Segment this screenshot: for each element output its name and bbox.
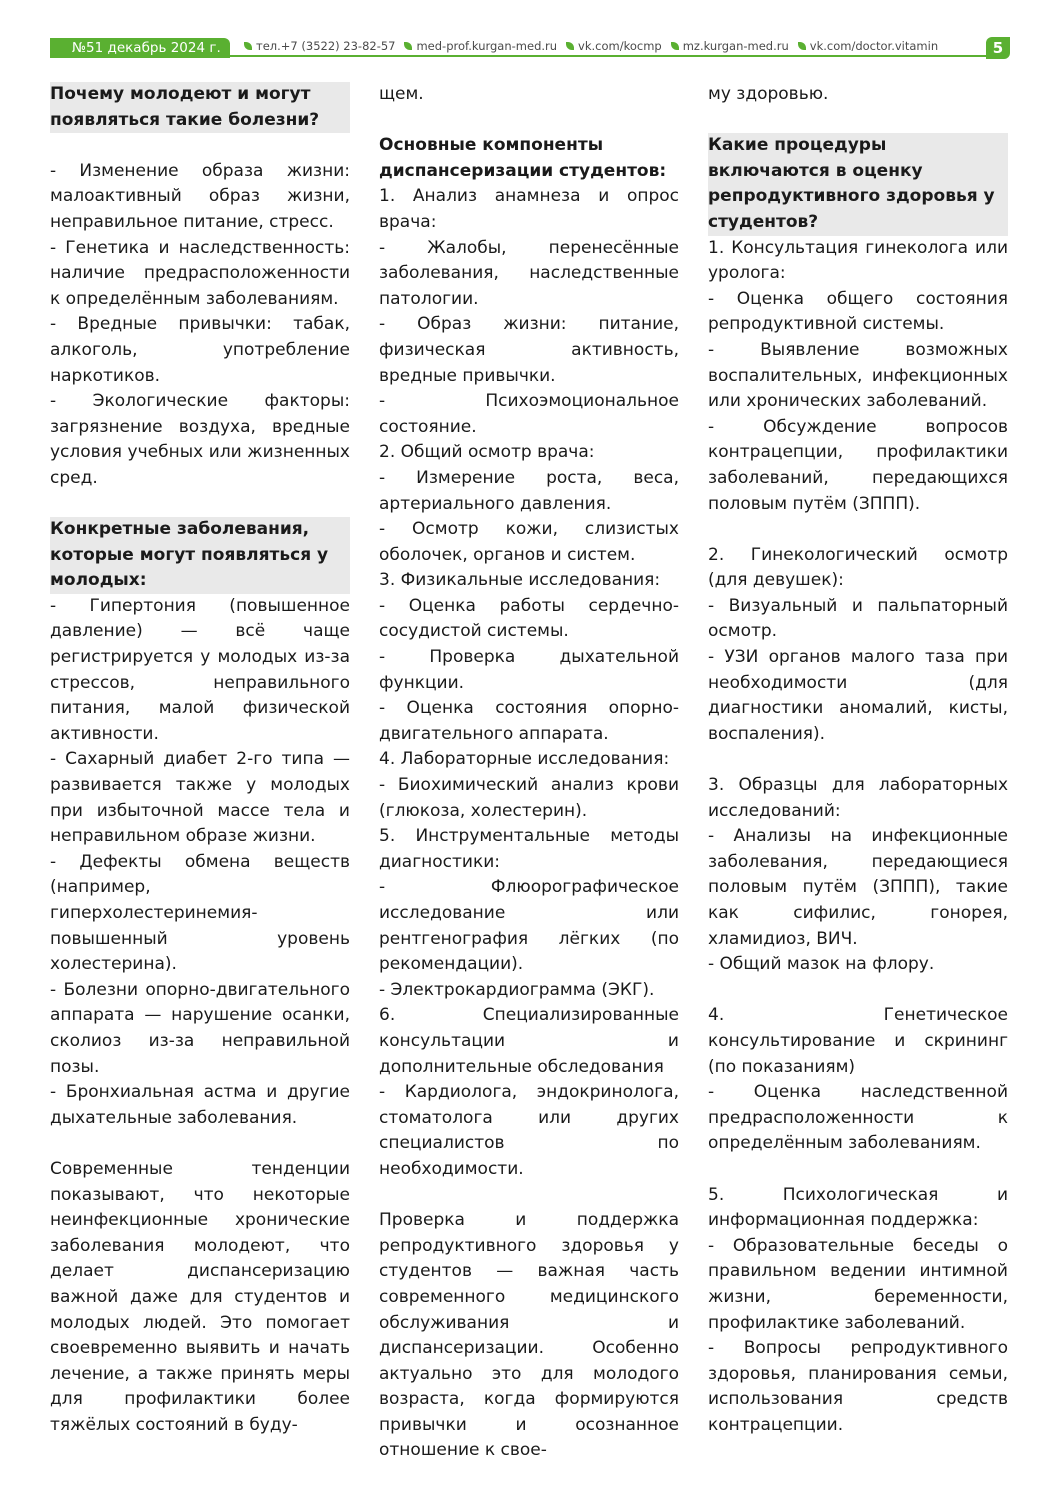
section-heading: Какие процедуры включаются в оценку репродуктивного здоровья у студентов? [708,133,1008,235]
paragraph: - Болезни опорно-двигательного аппарата — нарушение осанки, сколиоз из-за неправильной позы. [50,979,350,1077]
paragraph: - Анализы на инфекционные заболевания, передающиеся половым путём (ЗППП), такие как сифилис, гонорея, хламидиоз, ВИЧ. [708,826,1008,949]
spacer [50,133,350,159]
paragraph: - Психоэмоциональное состояние. [379,391,679,437]
paragraph: - Измерение роста, веса, артериального давления. [379,467,679,514]
contact-text: mz.kurgan-med.ru [682,39,789,53]
paragraph: 5. Инструментальные методы диагностики: [379,826,679,872]
paragraph: - Экологические факторы: загрязнение воздуха, вредные условия учебных или жизненных сред. [50,391,350,488]
paragraph: - УЗИ органов малого таза при необходимости (для диагностики аномалий, кисты, воспаления). [708,647,1008,744]
paragraph: - Осмотр кожи, слизистых оболочек, органов и систем. [379,519,679,565]
paragraph: 2. Гинекологический осмотр (для девушек): [708,544,1008,591]
spacer [708,978,1008,1004]
paragraph: 3. Физикальные исследования: [379,570,661,591]
leaf-icon [671,42,679,50]
spacer [708,108,1008,134]
spacer [50,1131,350,1157]
paragraph: - Бронхиальная астма и другие дыхательные заболевания. [50,1082,350,1128]
paragraph: 5. Психологическая и информационная поддержка: [708,1184,1008,1231]
paragraph: Проверка и поддержка репродуктивного здоровья у студентов — важная часть современного медицинского обслуживания и диспансеризации. Особенно актуально это для молодого возраста, когда формируются привычки и осознанное отношение к свое- [379,1210,679,1461]
column-3 [708,82,1008,1438]
paragraph: - Дефекты обмена веществ (например, гиперхолестеринемия-повышенный уровень холестерина). [50,851,350,975]
paragraph: 1. Анализ анамнеза и опрос врача: [379,186,679,232]
section-heading: Почему молодеют и могут появляться такие болезни? [50,82,350,133]
paragraph: - Генетика и наследственность: наличие предрасположенности к определённым заболеваниям. [50,237,350,309]
paragraph: 1. Консультация гинеколога или уролога: [708,237,1008,284]
contact-vk-doctor[interactable] [798,38,938,54]
spacer [708,517,1008,543]
paragraph: - Оценка наследственной предрасположенности к определённым заболеваниям. [708,1082,1008,1154]
paragraph: - Кардиолога, эндокринолога, стоматолога или других специалистов по необходимости. [379,1082,679,1179]
paragraph: - Оценка состояния опорно-двигательного аппарата. [379,698,679,744]
paragraph: - Вредные привычки: табак, алкоголь, употребление наркотиков. [50,314,350,386]
contact-text: тел.+7 (3522) 23-82-57 [256,39,396,53]
paragraph: - Электрокардиограмма (ЭКГ). [379,979,655,1000]
contact-text: vk.com/kocmp [578,39,662,53]
contact-text: vk.com/doctor.vitamin [809,39,939,53]
paragraph: - Оценка общего состояния репродуктивной системы. [708,288,1008,335]
paragraph: - Вопросы репродуктивного здоровья, планирования семьи, использования средств контрацепции. [708,1338,1008,1435]
spacer [379,1183,679,1209]
contacts-bar [244,38,938,54]
paragraph: - Жалобы, перенесённые заболевания, наследственные патологии. [379,237,679,309]
paragraph: 4. Генетическое консультирование и скрининг (по показаниям) [708,1005,1008,1077]
paragraph: Современные тенденции показывают, что некоторые неинфекционные хронические заболевания молодеют, что делает диспансеризацию важной даже для студентов и молодых людей. Это помогает своевременно выявить и начать лечение, а также принять меры для профилактики более тяжёлых состояний в буду- [50,1158,350,1435]
paragraph: - Выявление возможных воспалительных, инфекционных или хронических заболеваний. [708,339,1008,412]
paragraph: - Визуальный и пальпаторный осмотр. [708,595,1008,642]
paragraph: 6. Специализированные консультации и дополнительные обследования [379,1005,679,1077]
contact-site-mz[interactable] [671,38,789,54]
paragraph: - Образовательные беседы о правильном ведении интимной жизни, беременности, профилактике заболеваний. [708,1235,1008,1333]
contact-site[interactable] [404,38,557,54]
paragraph: му здоровью. [708,84,829,104]
paragraph: 2. Общий осмотр врача: [379,442,595,463]
leaf-icon [566,42,574,50]
spacer [50,492,350,518]
page-header [50,38,1010,60]
paragraph: щем. [379,84,424,104]
paragraph: 3. Образцы для лабораторных исследований: [708,775,1008,821]
column-1 [50,82,350,1438]
leaf-icon [404,42,412,50]
column-2 [379,82,679,1464]
contact-vk[interactable] [566,38,662,54]
paragraph: - Изменение образа жизни: малоактивный образ жизни, неправильное питание, стресс. [50,160,350,232]
header-rule [230,55,992,57]
spacer [708,747,1008,773]
section-heading: Основные компоненты диспансеризации студентов: [379,135,667,181]
paragraph: - Оценка работы сердечно-сосудистой системы. [379,595,679,642]
section-heading: Конкретные заболевания, которые могут появляться у молодых: [50,517,350,594]
paragraph: - Гипертония (повышенное давление) — всё чаще регистрируется у молодых из-за стрессов, неправильного питания, малой физической активности. [50,595,350,744]
paragraph: - Общий мазок на флору. [708,954,935,975]
issue-label: №51 декабрь 2024 г. [50,38,230,58]
paragraph: - Проверка дыхательной функции. [379,647,679,693]
leaf-icon [798,42,806,50]
paragraph: - Обсуждение вопросов контрацепции, профилактики заболеваний, передающихся половым путём (ЗППП). [708,416,1008,514]
spacer [708,1157,1008,1183]
page-number: 5 [986,37,1010,59]
paragraph: - Образ жизни: питание, физическая активность, вредные привычки. [379,314,679,386]
paragraph: - Сахарный диабет 2-го типа — развивается также у молодых при избыточной массе тела и неправильном образе жизни. [50,749,350,847]
contact-text: med-prof.kurgan-med.ru [416,39,558,53]
paragraph: - Флюорографическое исследование или рентгенография лёгких (по рекомендации). [379,877,679,975]
paragraph: 4. Лабораторные исследования: [379,749,670,770]
contact-phone [244,38,395,54]
spacer [379,108,679,134]
paragraph: - Биохимический анализ крови (глюкоза, холестерин). [379,775,679,821]
leaf-icon [244,42,252,50]
